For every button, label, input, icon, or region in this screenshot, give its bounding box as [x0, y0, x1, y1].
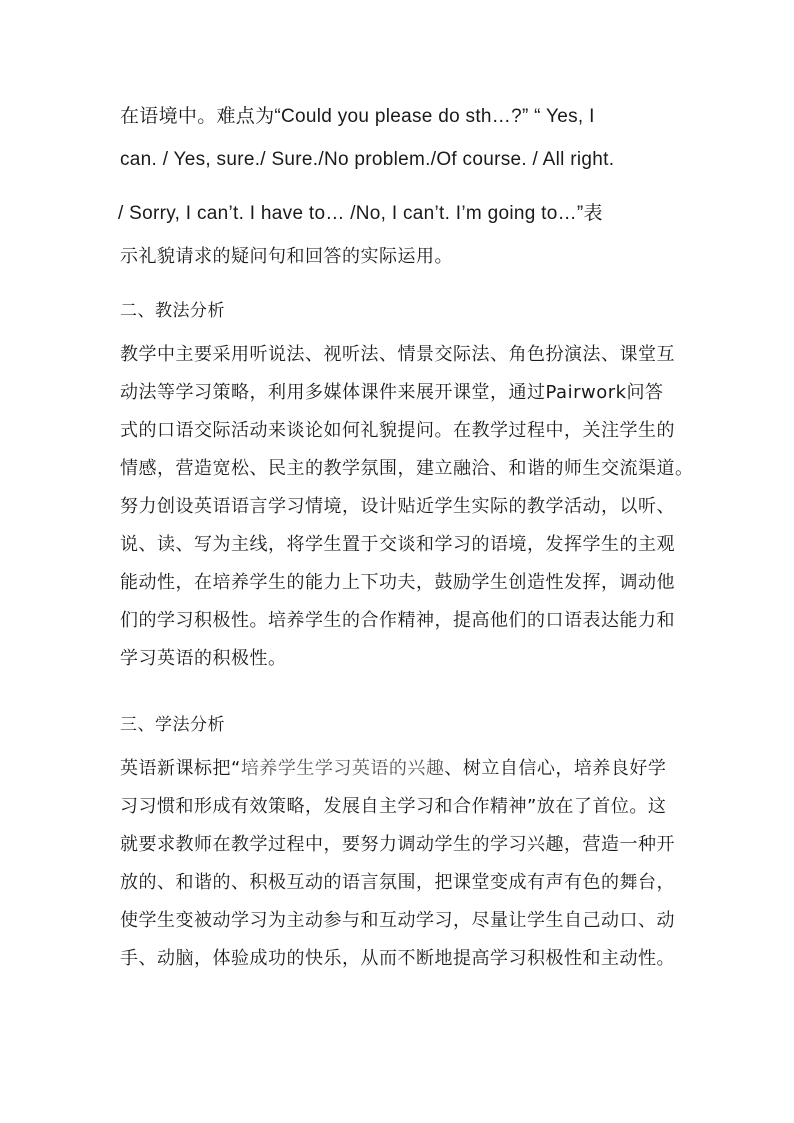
paragraph-line: 说、读、写为主线，将学生置于交谈和学习的语境，发挥学生的主观 — [120, 534, 675, 555]
paragraph-line: / Sorry, I can’t. I have to… /No, I can’t. I’m going to…”表 — [118, 203, 603, 224]
paragraph-line: 就要求教师在教学过程中，要努力调动学生的学习兴趣，营造一种开 — [120, 834, 675, 855]
paragraph-line: 示礼貌请求的疑问句和回答的实际运用。 — [120, 246, 453, 267]
paragraph-line: 手、动脑，体验成功的快乐，从而不断地提高学习积极性和主动性。 — [120, 948, 675, 969]
paragraph-line: 们的学习积极性。培养学生的合作精神，提高他们的口语表达能力和 — [120, 610, 675, 631]
text-run: 英语新课标把“ — [120, 758, 241, 779]
paragraph-line: 习习惯和形成有效策略，发展自主学习和合作精神”放在了首位。这 — [120, 796, 667, 817]
paragraph-line: 努力创设英语语言学习情境，设计贴近学生实际的教学活动，以听、 — [120, 496, 675, 517]
paragraph-line: 动法等学习策略，利用多媒体课件来展开课堂，通过Pairwork问答 — [120, 382, 664, 403]
highlighted-text-run: 培养学生学习英语的兴趣 — [240, 758, 445, 779]
section-heading-teaching-method: 二、教法分析 — [120, 301, 225, 321]
paragraph-line: 能动性，在培养学生的能力上下功夫，鼓励学生创造性发挥，调动他 — [120, 572, 675, 593]
section-heading-learning-method: 三、学法分析 — [120, 715, 225, 735]
paragraph-line — [120, 756, 666, 782]
paragraph-line: 使学生变被动学习为主动参与和互动学习，尽量让学生自己动口、动 — [120, 910, 675, 931]
paragraph-line: 学习英语的积极性。 — [120, 648, 287, 669]
paragraph-line: 在语境中。难点为“Could you please do sth…?” “ Yes, I — [120, 106, 595, 127]
paragraph-line: 教学中主要采用听说法、视听法、情景交际法、角色扮演法、课堂互 — [120, 344, 675, 365]
paragraph-line: 式的口语交际活动来谈论如何礼貌提问。在教学过程中，关注学生的 — [120, 420, 675, 441]
paragraph-line: 情感，营造宽松、民主的教学氛围，建立融洽、和谐的师生交流渠道。 — [120, 458, 694, 479]
paragraph-line: 放的、和谐的、积极互动的语言氛围，把课堂变成有声有色的舞台， — [120, 872, 675, 893]
text-run: 、树立自信心，培养良好学 — [444, 758, 667, 779]
paragraph-line: can. / Yes, sure./ Sure./No problem./Of course. / All right. — [120, 149, 615, 170]
